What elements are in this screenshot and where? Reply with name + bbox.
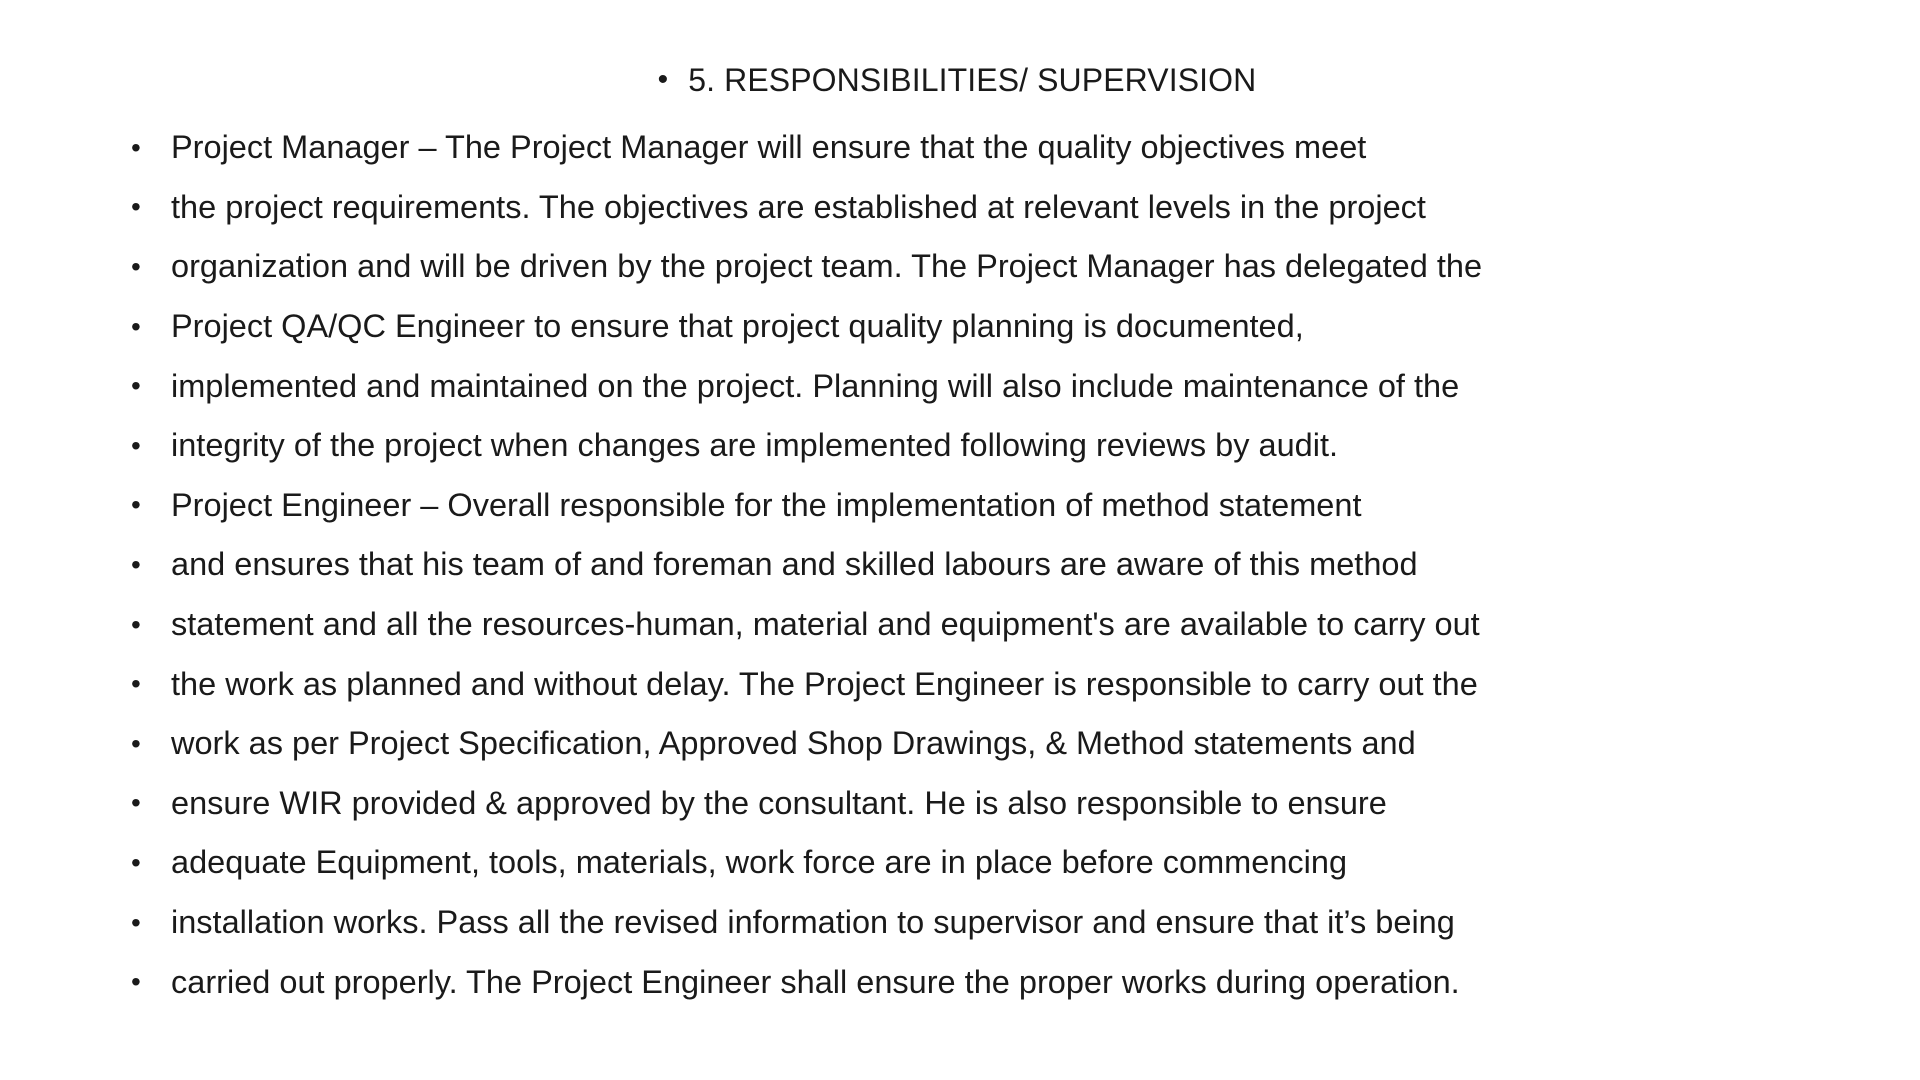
list-item [131,654,1482,714]
list-item [131,416,1482,476]
list-item [131,833,1482,893]
bullet-icon: • [131,548,141,580]
list-item [131,774,1482,834]
bullet-icon: • [131,370,141,402]
bullet-text: Project Manager – The Project Manager will ensure that the quality objectives meet [171,129,1367,166]
bullet-icon: • [131,131,141,163]
slide-title-container [658,58,1257,102]
bullet-icon: • [131,608,141,640]
bullet-icon: • [131,191,141,223]
list-item [131,952,1482,1012]
bullet-text: carried out properly. The Project Engineer shall ensure the proper works during operation. [171,963,1460,1000]
bullet-icon: • [131,429,141,461]
bullet-text: work as per Project Specification, Approved Shop Drawings, & Method statements and [171,725,1416,762]
slide-title: 5. RESPONSIBILITIES/ SUPERVISION [688,62,1257,98]
bullet-icon: • [131,846,141,878]
bullet-list [131,118,1482,1012]
bullet-icon: • [131,489,141,521]
bullet-icon: • [131,787,141,819]
bullet-icon: • [131,310,141,342]
list-item [131,714,1482,774]
list-item [131,595,1482,655]
bullet-text: and ensures that his team of and foreman and skilled labours are aware of this method [171,546,1418,583]
list-item [131,178,1482,238]
list-item [131,535,1482,595]
list-item [131,476,1482,536]
list-item [131,118,1482,178]
bullet-icon: • [657,63,669,96]
list-item [131,297,1482,357]
bullet-text: adequate Equipment, tools, materials, work force are in place before commencing [171,844,1348,881]
bullet-text: the project requirements. The objectives are established at relevant levels in the project [171,188,1426,225]
list-item [131,237,1482,297]
list-item [131,893,1482,953]
bullet-text: integrity of the project when changes are implemented following reviews by audit. [171,427,1339,464]
bullet-text: installation works. Pass all the revised information to supervisor and ensure that it’s being [171,904,1455,941]
bullet-icon: • [131,727,141,759]
bullet-text: statement and all the resources-human, material and equipment's are available to carry out [171,606,1480,643]
bullet-icon: • [131,906,141,938]
bullet-text: Project QA/QC Engineer to ensure that project quality planning is documented, [171,308,1304,345]
bullet-icon: • [131,966,141,998]
bullet-text: implemented and maintained on the project. Planning will also include maintenance of the [171,367,1460,404]
bullet-icon: • [131,250,141,282]
list-item [131,356,1482,416]
bullet-text: the work as planned and without delay. The Project Engineer is responsible to carry out the [171,665,1478,702]
bullet-text: ensure WIR provided & approved by the consultant. He is also responsible to ensure [171,784,1387,821]
slide-title-row [0,58,1920,102]
bullet-icon: • [131,668,141,700]
bullet-text: organization and will be driven by the project team. The Project Manager has delegated the [171,248,1483,285]
bullet-text: Project Engineer – Overall responsible for the implementation of method statement [171,486,1362,523]
